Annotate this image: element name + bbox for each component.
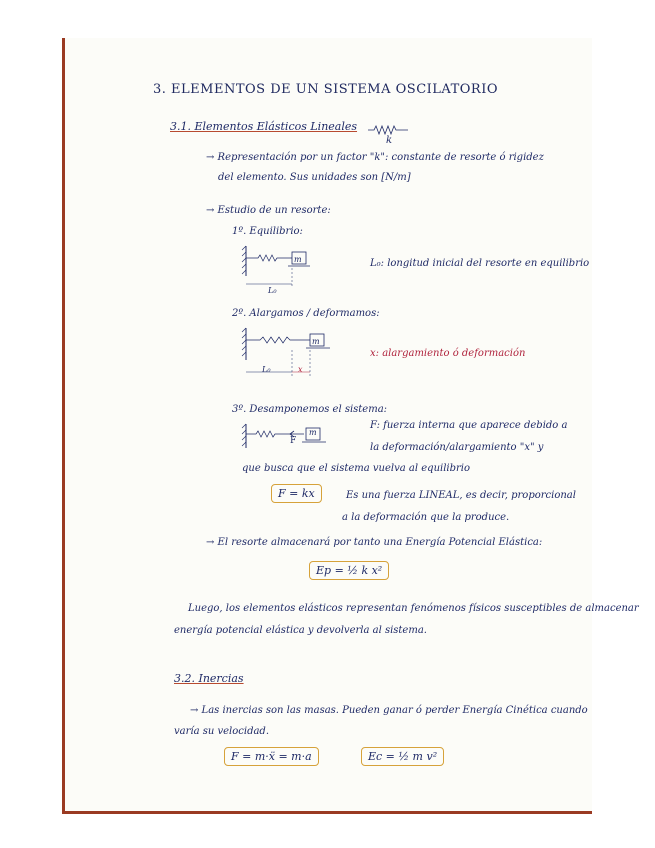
conclusion-line1: Luego, los elementos elásticos representan fenómenos físicos susceptibles de almacenar xyxy=(188,603,639,614)
hooke-note-line1: Es una fuerza LINEAL, es decir, proporcional xyxy=(346,490,576,501)
kinetic-energy-formula-box: Ec = ½ m v² xyxy=(361,747,444,766)
release-mass-label: m xyxy=(309,428,317,437)
hooke-formula-box: F = kx xyxy=(271,484,322,503)
stretch-note: x: alargamiento ó deformación xyxy=(370,348,526,359)
conclusion-line2: energía potencial elástica y devolverla al sistema. xyxy=(174,625,427,636)
spring-stretched-diagram xyxy=(240,324,340,384)
equilibrium-length-label: L₀ xyxy=(268,286,277,295)
stretched-mass-label: m xyxy=(312,337,320,346)
stretched-length-label: L₀ xyxy=(262,365,271,374)
potential-energy-formula-box: Ep = ½ k x² xyxy=(309,561,389,580)
bullet-constant-line1: → Representación por un factor "k": constante de resorte ó rigidez xyxy=(206,152,544,163)
step-stretch: 2º. Alargamos / deformamos: xyxy=(232,308,380,319)
inertia-line1: → Las inercias son las masas. Pueden ganar ó perder Energía Cinética cuando xyxy=(190,705,588,716)
equilibrium-mass-label: m xyxy=(294,255,302,264)
subsection-title-elastic: 3.1. Elementos Elásticos Lineales xyxy=(170,120,358,133)
section-title: 3. ELEMENTOS DE UN SISTEMA OSCILATORIO xyxy=(153,82,499,97)
step-release: 3º. Desamponemos el sistema: xyxy=(232,404,388,415)
step-equilibrium: 1º. Equilibrio: xyxy=(232,226,303,237)
bullet-constant-line2: del elemento. Sus unidades son [N/m] xyxy=(218,172,411,183)
spring-equilibrium-diagram xyxy=(240,242,320,294)
equilibrium-return-line: que busca que el sistema vuelva al equilibrio xyxy=(242,463,470,474)
spring-symbol-label: k xyxy=(386,135,393,146)
spring-release-diagram xyxy=(240,422,330,452)
subsection-title-inertias: 3.2. Inercias xyxy=(174,672,244,685)
newton-formula-box: F = m·ẍ = m·a xyxy=(224,747,319,766)
force-note-line2: la deformación/alargamiento "x" y xyxy=(370,442,544,453)
release-force-label: F xyxy=(290,436,297,446)
hooke-note-line2: a la deformación que la produce. xyxy=(342,512,510,523)
equilibrium-note: L₀: longitud inicial del resorte en equilibrio xyxy=(370,258,590,269)
bullet-spring-study: → Estudio de un resorte: xyxy=(206,205,331,216)
force-note-line1: F: fuerza interna que aparece debido a xyxy=(370,420,568,431)
bullet-potential-energy: → El resorte almacenará por tanto una Energía Potencial Elástica: xyxy=(206,537,543,548)
stretched-x-label: x xyxy=(298,365,303,374)
inertia-line2: varía su velocidad. xyxy=(174,726,270,737)
